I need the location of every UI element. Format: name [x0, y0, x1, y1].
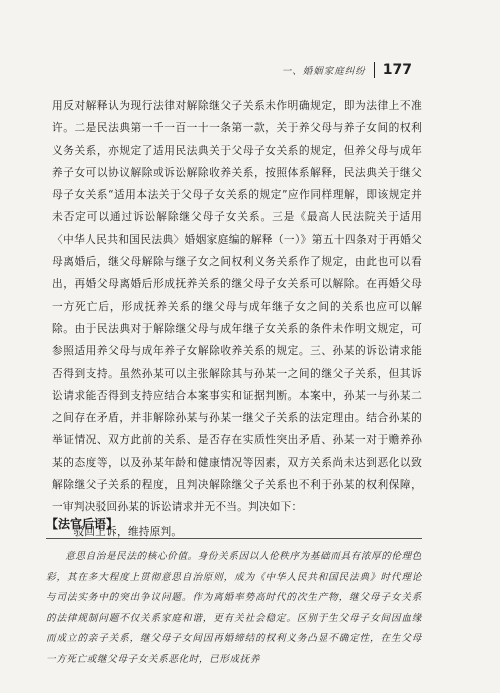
running-header [282, 62, 412, 78]
page-number: 177 [382, 62, 412, 78]
header-section-title: 一、婚姻家庭纠纷 [281, 66, 366, 77]
judge-comment-section [46, 515, 422, 671]
body-paragraph-1: 用反对解释认为现行法律对解除继父子关系未作明确规定，即为法律上不准许。二是民法典第一千一百一十一条第一款，关于养父母与养子女间的权利义务关系，亦规定了适用民法典关于父母子女关系的规定，但养父母与成年养子女可以协议解除或诉讼解除收养关系，按照体系解释，民法典关于继父母子女关系“适用本法关于父母子女关系的规定”应作同样理解，即该规定并未否定可以通过诉讼解除继父母子女关系。三是《最高人民法院关于适用〈中华人民共和国民法典〉婚姻家庭编的解释（一）》第五十四条对于再婚父母离婚后，继父母解除与继子女之间权利义务关系作了规定，由此也可以看出，再婚父母离婚后形成抚养关系的继父母子女关系可以解除。在再婚父母一方死亡后，形成抚养关系的继父母与成年继子女之间的关系也应可以解除。由于民法典对于解除继父母与成年继子女关系的条件未作明文规定，可参照适用养父母与成年养子女解除收养关系的规定。三、孙某的诉讼请求能否得到支持。虽然孙某可以主张解除其与孙某一之间的继父子关系，但其诉讼请求能否得到支持应结合本案事实和证据判断。本案中，孙某一与孙某二之间存在矛盾，并非解除孙某与孙某一继父子关系的法定理由。结合孙某的举证情况、双方此前的关系、是否存在实质性突出矛盾、孙某一对于赡养孙某的态度等，以及孙某年龄和健康情况等因素，双方关系尚未达到恶化以致解除继父子关系的程度，且判决解除继父子关系也不利于孙某的权利保障，一审判决驳回孙某的诉讼请求并无不当。判决如下： [52, 99, 422, 514]
comment-heading: 【法官后语】 [46, 517, 119, 531]
body-text [52, 95, 422, 543]
comment-divider [46, 538, 422, 539]
header-divider [374, 62, 375, 78]
body-paragraph-2: 驳回上诉，维持原判。 [73, 524, 183, 538]
comment-paragraph: 意思自治是民法的核心价值。身份关系因以人伦秩序为基础而具有浓厚的伦理色彩，其在多大程度上贯彻意思自治原则，成为《中华人民共和国民法典》时代理论与司法实务中的突出争议问题。作为离婚率势高时代的次生产物，继父母子女关系的法律规制问题不仅关系家庭和谐，更有关社会稳定。区别于生父母子女间因血缘而成立的亲子关系，继父母子女间因再婚缔结的权利义务凸显不确定性，在生父母一方死亡或继父母子女关系恶化时，已形成抚养 [46, 551, 422, 665]
